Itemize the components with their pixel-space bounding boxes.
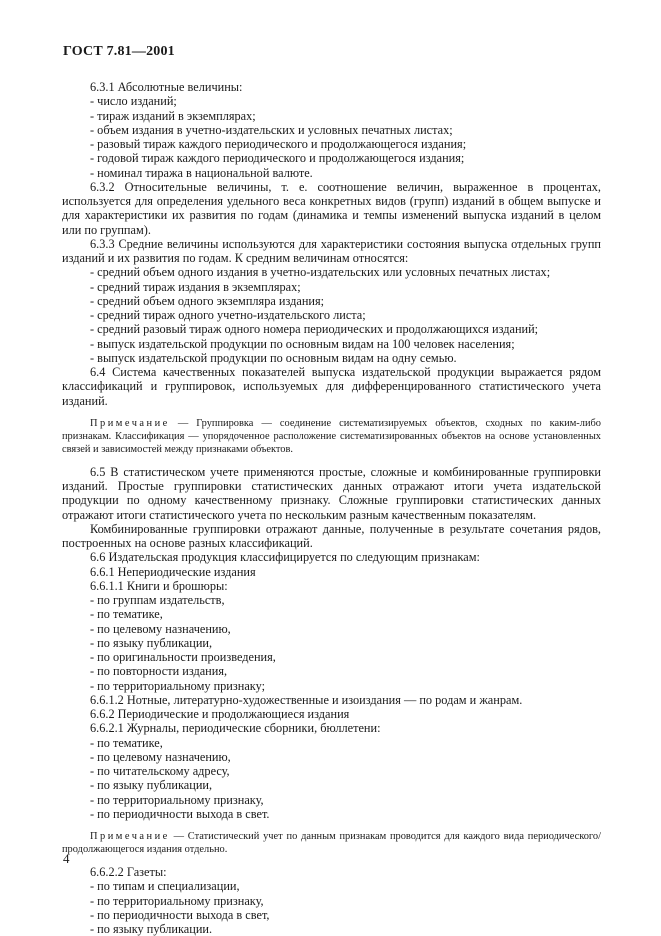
list-item: - выпуск издательской продукции по основным видам на одну семью.	[90, 350, 457, 365]
paragraph-6-3-3: 6.3.3 Средние величины используются для характеристики состояния выпуска отдельных групп изданий и их развития по годам. К средним величинам относятся:	[62, 236, 601, 265]
page-number: 4	[63, 851, 70, 866]
list-item: - по читательскому адресу,	[90, 764, 230, 778]
list-item: - выпуск издательской продукции по основным видам на 100 человек населения;	[90, 336, 515, 351]
section-heading-6-6-2-1: 6.6.2.1 Журналы, периодические сборники, бюллетени:	[90, 721, 381, 736]
section-heading-6-3-1: 6.3.1 Абсолютные величины:	[90, 80, 243, 94]
note-text: — Статистический учет по данным признакам проводится для каждого вида периодического/продолжающегося издания отдельно.	[62, 831, 601, 855]
document-body	[62, 80, 601, 936]
list-item: - средний объем одного экземпляра издания;	[90, 293, 325, 308]
list-item: - разовый тираж каждого периодического и продолжающегося издания;	[90, 137, 467, 151]
list-item: - по тематике,	[90, 735, 163, 750]
paragraph-6-5-combined: Комбинированные группировки отражают данные, полученные в результате сочетания рядов, построенных на основе разных классификаций.	[62, 521, 601, 550]
list-item: - число изданий;	[90, 94, 177, 109]
list-item: - по территориальному признаку,	[90, 792, 264, 807]
list-item: - по оригинальности произведения,	[90, 650, 276, 664]
section-heading-6-6-2-2: 6.6.2.2 Газеты:	[90, 865, 167, 879]
note-text: — Группировка — соединение систематизируемых объектов, сходных по каким-либо признакам. Классификация — упорядоченное расположение систематизированных объектов на основе установленных связей и зависимостей между признаками объектов.	[62, 417, 601, 455]
section-heading-6-6-2: 6.6.2 Периодические и продолжающиеся издания	[90, 707, 350, 721]
note-label: Примечание	[90, 831, 170, 842]
list-item: - по периодичности выхода в свет,	[90, 907, 270, 922]
list-item: - средний тираж одного учетно-издательского листа;	[90, 308, 366, 322]
section-heading-6-6-1-2: 6.6.1.2 Нотные, литературно-художественные и изоиздания — по родам и жанрам.	[90, 692, 523, 707]
list-item: - тираж изданий в экземплярах;	[90, 108, 256, 123]
list-item: - средний тираж издания в экземплярах;	[90, 279, 301, 294]
list-item: - по целевому назначению,	[90, 749, 231, 764]
document-header: ГОСТ 7.81—2001	[63, 44, 175, 59]
list-item: - средний объем одного издания в учетно-издательских или условных печатных листах;	[90, 265, 551, 280]
list-item: - по группам издательств,	[90, 593, 225, 607]
list-item: - объем издания в учетно-издательских и условных печатных листах;	[90, 122, 453, 137]
list-item: - номинал тиража в национальной валюте.	[90, 165, 313, 180]
list-item: - средний разовый тираж одного номера периодических и продолжающихся изданий;	[90, 322, 539, 337]
paragraph-6-6: 6.6 Издательская продукция классифицируется по следующим признакам:	[90, 550, 480, 565]
section-heading-6-6-1: 6.6.1 Непериодические издания	[90, 564, 256, 579]
list-item: - по языку публикации,	[90, 635, 213, 650]
section-heading-6-6-1-1: 6.6.1.1 Книги и брошюры:	[90, 578, 228, 593]
list-item: - по тематике,	[90, 607, 163, 622]
list-item: - по территориальному признаку;	[90, 678, 265, 693]
paragraph-6-3-2: 6.3.2 Относительные величины, т. е. соотношение величин, выраженное в процентах, используется для определения удельного веса конкретных видов (групп) изданий в общем выпуске и для характеристики их развития по годам (динамика и темпы изменений выпуска изданий в целом или по группам).	[62, 179, 601, 237]
list-item: - по типам и специализации,	[90, 879, 240, 894]
list-item: - годовой тираж каждого периодического и продолжающегося издания;	[90, 151, 465, 166]
list-item: - по целевому назначению,	[90, 621, 231, 636]
note-2	[62, 830, 601, 856]
list-item: - по повторности издания,	[90, 664, 228, 679]
paragraph-6-4: 6.4 Система качественных показателей выпуска издательской продукции выражается рядом классификаций и группировок, используемых для дифференцированного статистического учета изданий.	[62, 365, 601, 408]
note-1	[62, 417, 601, 456]
list-item: - по языку публикации.	[90, 922, 213, 936]
list-item: - по языку публикации,	[90, 778, 213, 793]
list-item: - по периодичности выхода в свет.	[90, 806, 270, 821]
list-item: - по территориальному признаку,	[90, 893, 264, 908]
note-label: Примечание	[90, 417, 170, 429]
paragraph-6-5: 6.5 В статистическом учете применяются простые, сложные и комбинированные группировки изданий. Простые группировки статистических данных отражают итоги учета издательской продукции по одному качественному признаку. Сложные группировки статистических данных отражают итоги статистического учета по нескольким разным качественным показателям.	[62, 464, 601, 522]
